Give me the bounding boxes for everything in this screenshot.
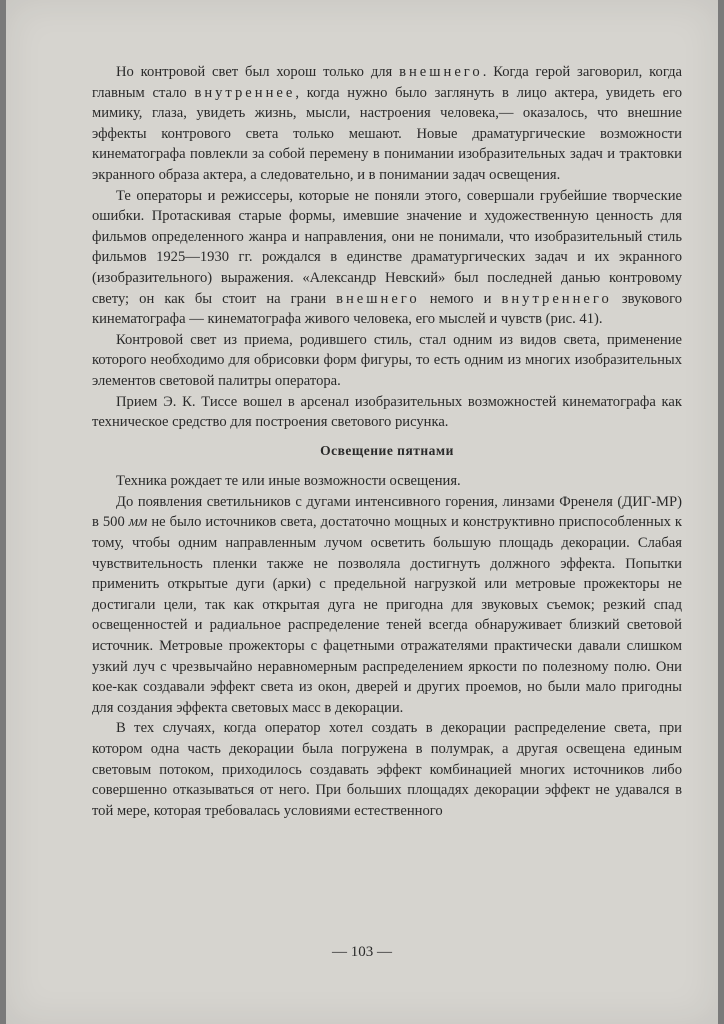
paragraph: Техника рождает те или иные возможности освещения. — [116, 473, 461, 490]
paragraph: Но контровой свет был хорош только для внешнего. Когда герой заговорил, когда главным стало внутреннее, когда нужно было заглянуть в лицо актера, увидеть его мимику, глаза, увидеть жизнь, мысли, настроения человека,— оказалось, что внешние эффекты контрового света только мешают. Новые драматургические возможности кинематографа повлекли за собой перемену в понимании изобразительных задач и трактовки экранного образа актера, а следовательно, и в понимании задач освещения. — [92, 64, 682, 183]
paragraph: В тех случаях, когда оператор хотел создать в декорации распределение света, при котором одна часть декорации была погружена в полумрак, а другая освещена единым световым потоком, приходилось создавать эффект комбинацией многих источников либо совершенно отказываться от него. При больших площадях декорации эффект не удавался в той мере, которая требовалась условиями естественного — [92, 720, 682, 819]
paragraph: Контровой свет из приема, родившего стиль, стал одним из видов света, применение которого необходимо для обрисовки форм фигуры, то есть одним из многих изобразительных элементов световой палитры оператора. — [92, 331, 682, 389]
spaced-word: внутреннего — [501, 290, 612, 307]
spaced-word: внутреннее — [194, 84, 296, 101]
section-heading: Освещение пятнами — [320, 442, 454, 458]
unit-italic: мм — [128, 514, 148, 531]
paragraph: До появления светильников с дугами интенсивного горения, линзами Френеля (ДИГ-МР) в 500 мм не было источников света, достаточно мощных и конструктивно приспособленных к тому, чтобы одним направленным лучом осветить большую площадь декорации. Слабая чувствительность пленки также не позволяла достигнуть должного эффекта. Попытки применить открытые дуги (арки) с предельной нагрузкой или метровые прожекторы не достигали цели, так как открытая дуга не пригодна для звуковых съемок; резкий спад освещенностей и радиальное распределение теней всегда обнаруживает близкий световой источник. Метровые прожекторы с фацетными отражателями практически давали слишком узкий луч с чрезвычайно неравномерным распределением яркости по полезному полю. Они кое-как создавали эффект света из окон, дверей и других проемов, но были мало пригодны для создания эффекта световых масс в декорации. — [92, 493, 682, 716]
paragraph: Те операторы и режиссеры, которые не поняли этого, совершали грубейшие творческие ошибки. Протаскивая старые формы, имевшие значение и художественную ценность для фильмов определенного жанра и направления, они не понимали, что изобразительный стиль фильмов 1925—1930 гг. рождался в единстве драматургических задач и их экранного (изобразительного) выражения. «Александр Невский» был последней данью контровому свету; он как бы стоит на грани внешнего немого и внутреннего звукового кинематографа — кинематографа живого человека, его мыслей и чувств (рис. 41). — [92, 187, 682, 328]
spaced-word: внешнего — [336, 290, 420, 307]
page-number: — 103 — — [332, 944, 392, 960]
book-page — [6, 0, 718, 1024]
spaced-word: внешнего — [399, 64, 483, 80]
body-text — [92, 62, 682, 821]
paragraph: Прием Э. К. Тиссе вошел в арсенал изобразительных возможностей кинематографа как техническое средство для построения светового рисунка. — [92, 393, 682, 431]
